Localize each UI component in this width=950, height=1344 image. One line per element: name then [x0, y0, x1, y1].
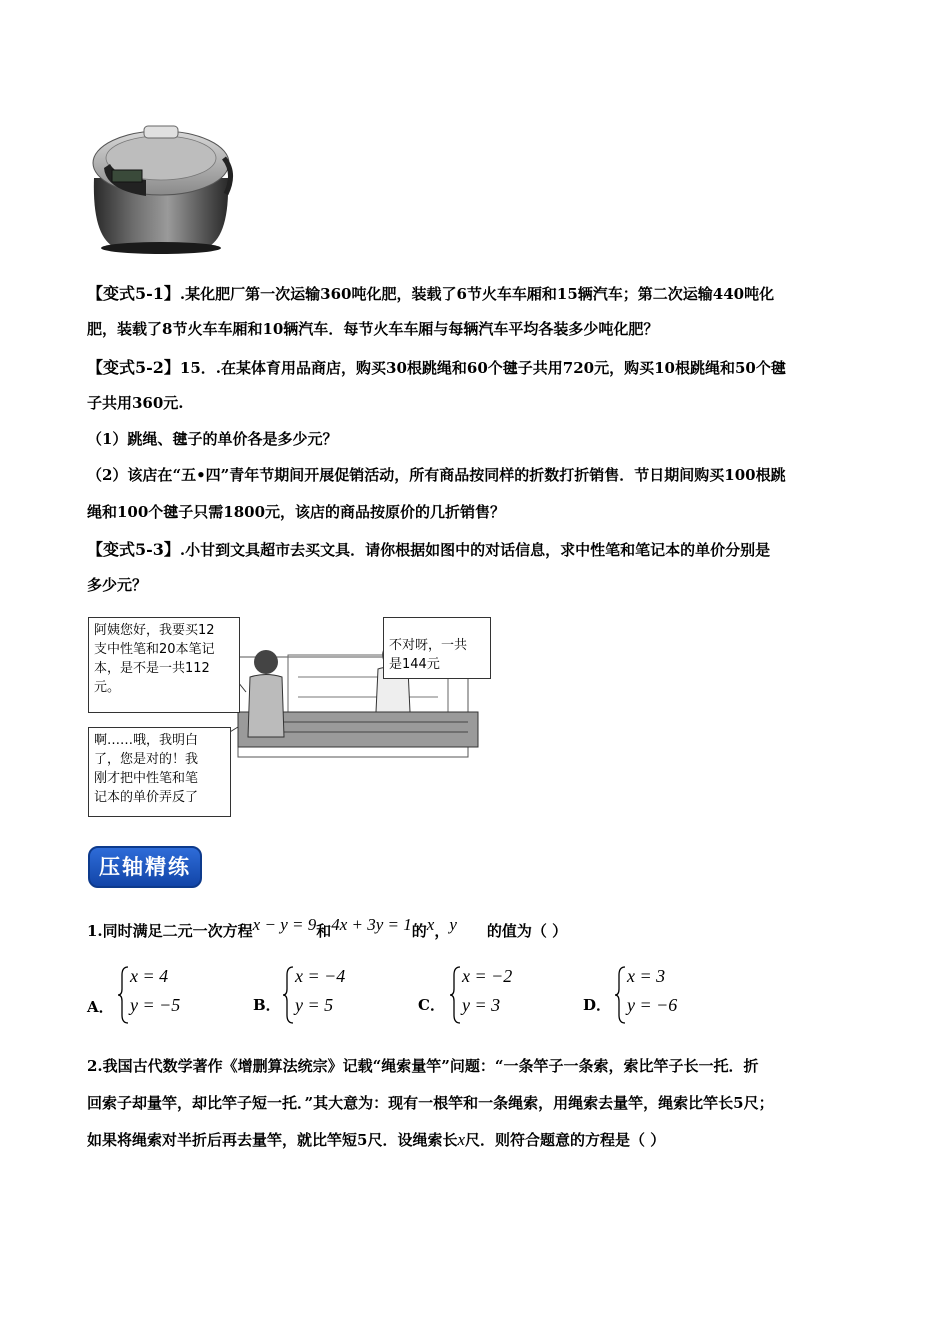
shop-dialogue-figure — [88, 617, 492, 817]
brace-icon — [615, 965, 627, 1025]
variant-5-2-line2: 子共用360元. — [87, 394, 184, 412]
speech-bubble-girl: 阿姨您好，我要买12 支中性笔和20本笔记 本，是不是一共112 元。 — [88, 617, 240, 713]
variant-5-1-line2: 肥，装载了8节火车车厢和10辆汽车．每节火车车厢与每辆汽车平均各装多少吨化肥？ — [87, 320, 659, 338]
variant-5-2-line1: 【变式5-2】15．.在某体育用品商店，购买30根跳绳和60个毽子共用720元，购买10根跳绳和50个毽 — [87, 358, 786, 377]
rice-cooker-image — [86, 118, 236, 256]
problem-2-line2: 回索子却量竿，却比竿子短一托．”其大意为：现有一根竿和一条绳索，用绳索去量竿，绳索比竿长5尺； — [87, 1094, 774, 1112]
problem-2-line3: 如果将绳索对半折后再去量竿，就比竿短5尺．设绳索长x尺．则符合题意的方程是（ ） — [87, 1130, 666, 1149]
variant-5-3-line1: 【变式5-3】.小甘到文具超市去买文具．请你根据如图中的对话信息，求中性笔和笔记本的单价分别是 — [87, 540, 771, 559]
equation-2: 4x + 3y = 1 — [331, 915, 412, 934]
option-b-system: x = −4 y = 5 — [283, 965, 363, 1025]
problem-2-line1: 2.我国古代数学著作《增删算法统宗》记载“绳索量竿”问题：“一条竿子一条索，索比竿子长一托．折 — [87, 1057, 759, 1075]
section-title-badge: 压轴精练 — [88, 846, 202, 888]
variant-5-2-tag: 【变式5-2】 — [87, 358, 180, 377]
speech-bubble-clerk: 不对呀，一共 是144元 — [383, 617, 491, 679]
problem-1-stem: 1.同时满足二元一次方程x − y = 9和4x + 3y = 1的x，y 的值为（ ） — [87, 915, 568, 940]
variant-5-2-q1: （1）跳绳、毽子的单价各是多少元？ — [87, 430, 338, 448]
variant-5-3-tag: 【变式5-3】 — [87, 540, 180, 559]
option-a-system: x = 4 y = −5 — [118, 965, 198, 1025]
speech-bubble-girl-reply: 啊……哦，我明白 了，您是对的！我 刚才把中性笔和笔 记本的单价弄反了 — [88, 727, 231, 817]
option-c-system: x = −2 y = 3 — [450, 965, 530, 1025]
equation-1: x − y = 9 — [252, 915, 317, 934]
variant-5-2-q2-line1: （2）该店在“五•四”青年节期间开展促销活动，所有商品按同样的折数打折销售．节日期间购买100根跳 — [87, 466, 786, 484]
variant-5-1-tag: 【变式5-1】 — [87, 284, 180, 303]
variant-5-2-q2-line2: 绳和100个毽子只需1800元，该店的商品按原价的几折销售？ — [87, 503, 506, 521]
variant-5-1-line1: 【变式5-1】.某化肥厂第一次运输360吨化肥，装载了6节火车车厢和15辆汽车；第二次运输440吨化 — [87, 284, 775, 303]
variant-5-3-line2: 多少元？ — [87, 576, 148, 594]
brace-icon — [118, 965, 130, 1025]
brace-icon — [450, 965, 462, 1025]
brace-icon — [283, 965, 295, 1025]
option-d-system: x = 3 y = −6 — [615, 965, 695, 1025]
